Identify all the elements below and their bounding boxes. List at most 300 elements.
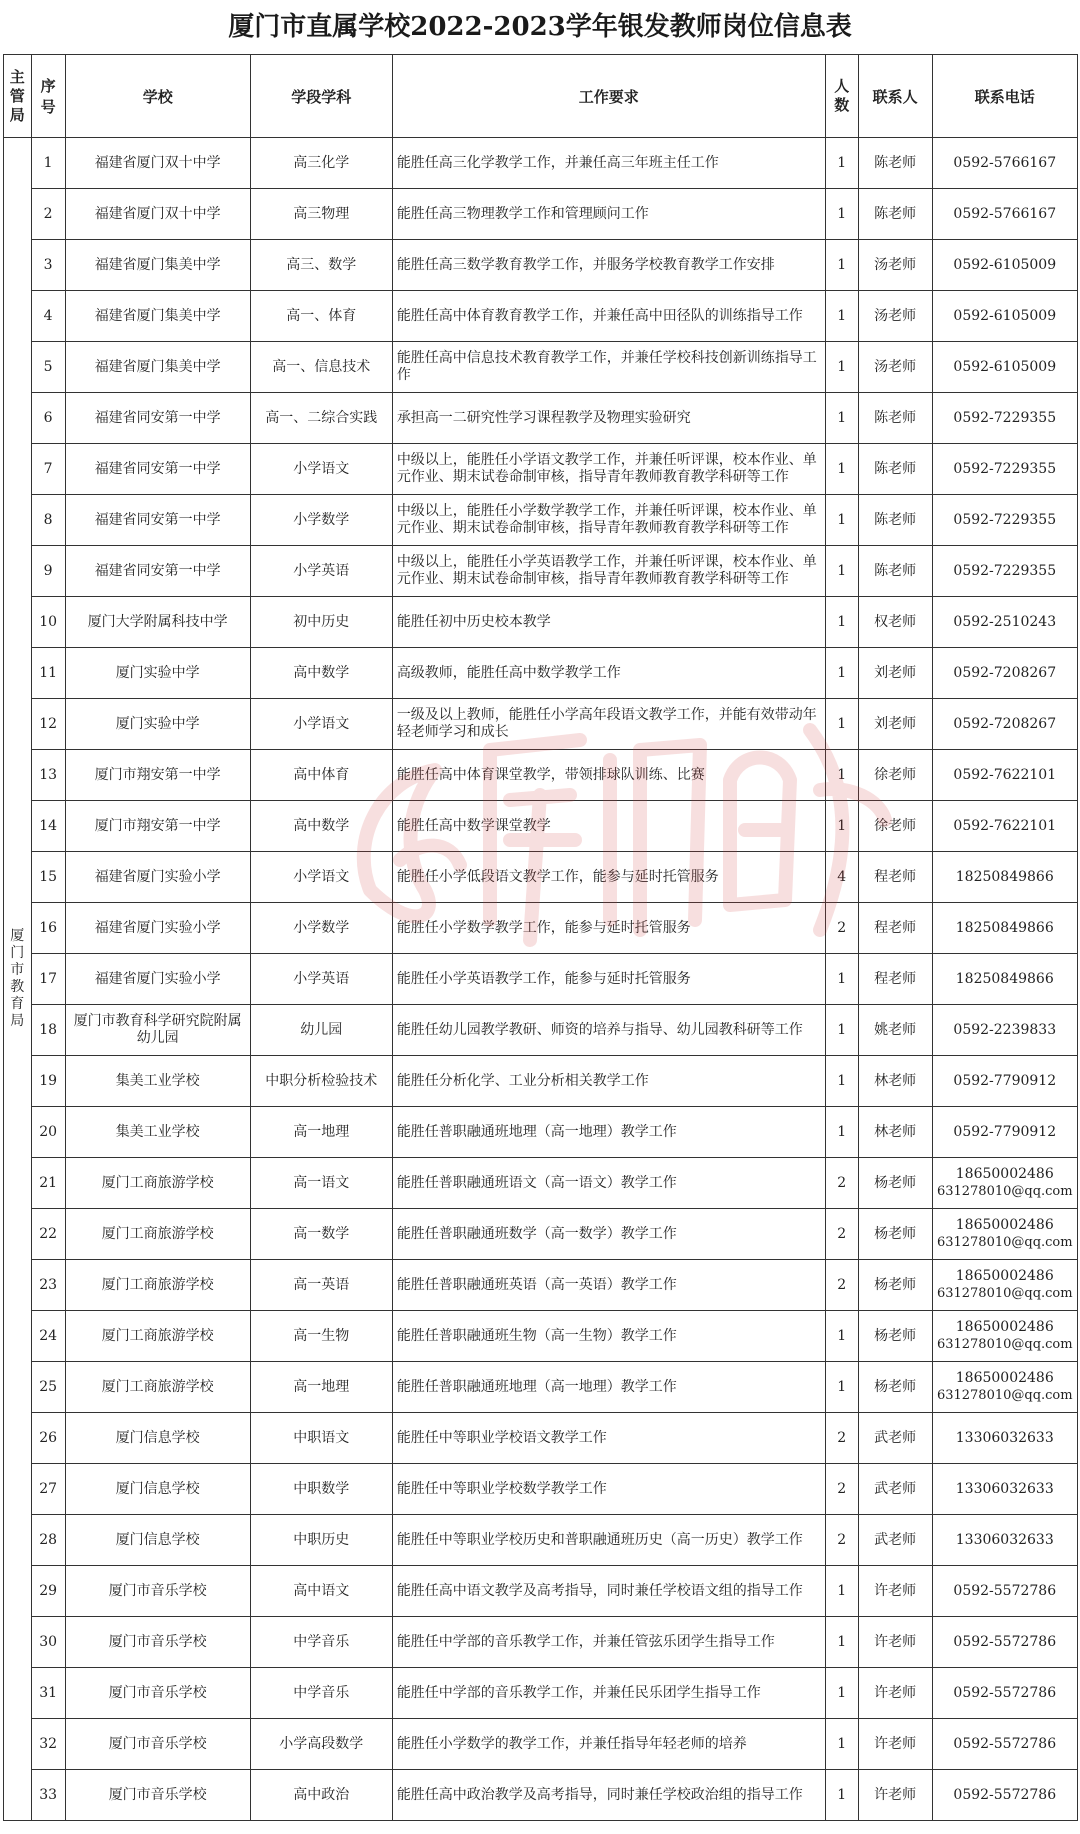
count-cell: 1 <box>825 801 858 852</box>
contact-cell: 陈老师 <box>858 495 932 546</box>
school-cell: 厦门信息学校 <box>65 1413 250 1464</box>
requirement-cell: 能胜任高三化学教学工作，并兼任高三年班主任工作 <box>392 138 825 189</box>
contact-email: 631278010@qq.com <box>936 1388 1073 1403</box>
subject-cell: 中职分析检验技术 <box>250 1056 392 1107</box>
requirement-cell: 能胜任普职融通班生物（高一生物）教学工作 <box>392 1311 825 1362</box>
phone-cell <box>932 1362 1077 1413</box>
school-cell: 厦门实验中学 <box>65 648 250 699</box>
table-row <box>4 1668 1078 1719</box>
phone-number: 13306032633 <box>955 1429 1054 1446</box>
phone-number: 0592-6105009 <box>953 307 1057 324</box>
table-row <box>4 189 1078 240</box>
contact-cell: 徐老师 <box>858 801 932 852</box>
subject-cell: 高一数学 <box>250 1209 392 1260</box>
count-cell: 1 <box>825 954 858 1005</box>
requirement-cell: 能胜任高中体育课堂教学，带领排球队训练、比赛 <box>392 750 825 801</box>
phone-number: 0592-5766167 <box>953 154 1057 171</box>
school-cell: 福建省厦门集美中学 <box>65 240 250 291</box>
count-cell: 2 <box>825 903 858 954</box>
page-title: 厦门市直属学校2022-2023学年银发教师岗位信息表 <box>228 12 852 42</box>
count-cell: 4 <box>825 852 858 903</box>
phone-number: 18650002486 <box>955 1268 1054 1284</box>
contact-cell: 许老师 <box>858 1668 932 1719</box>
school-cell: 福建省厦门实验小学 <box>65 954 250 1005</box>
table-row <box>4 852 1078 903</box>
phone-cell <box>932 699 1077 750</box>
index-cell: 33 <box>31 1770 65 1821</box>
subject-cell: 小学语文 <box>250 444 392 495</box>
contact-cell: 权老师 <box>858 597 932 648</box>
phone-cell <box>932 342 1077 393</box>
index-cell: 22 <box>31 1209 65 1260</box>
table-row <box>4 597 1078 648</box>
count-cell: 1 <box>825 1311 858 1362</box>
subject-cell: 高一地理 <box>250 1362 392 1413</box>
count-cell: 1 <box>825 1362 858 1413</box>
school-cell: 福建省厦门双十中学 <box>65 189 250 240</box>
subject-cell: 高中政治 <box>250 1770 392 1821</box>
index-cell: 20 <box>31 1107 65 1158</box>
requirement-cell: 中级以上，能胜任小学英语教学工作，并兼任听评课，校本作业、单元作业、期末试卷命制审核，指导青年教师教育教学科研等工作 <box>392 546 825 597</box>
table-row <box>4 342 1078 393</box>
phone-number: 0592-7208267 <box>953 664 1057 681</box>
count-cell: 2 <box>825 1158 858 1209</box>
subject-cell: 高一、信息技术 <box>250 342 392 393</box>
table-row <box>4 291 1078 342</box>
requirement-cell: 能胜任中等职业学校历史和普职融通班历史（高一历史）教学工作 <box>392 1515 825 1566</box>
index-cell: 28 <box>31 1515 65 1566</box>
table-row <box>4 1464 1078 1515</box>
table-row <box>4 1158 1078 1209</box>
contact-cell: 杨老师 <box>858 1311 932 1362</box>
contact-cell: 许老师 <box>858 1719 932 1770</box>
school-cell: 厦门实验中学 <box>65 699 250 750</box>
phone-cell <box>932 1668 1077 1719</box>
index-cell: 9 <box>31 546 65 597</box>
index-cell: 14 <box>31 801 65 852</box>
contact-email: 631278010@qq.com <box>936 1184 1073 1199</box>
count-cell: 1 <box>825 1770 858 1821</box>
subject-cell: 高一、体育 <box>250 291 392 342</box>
index-cell: 3 <box>31 240 65 291</box>
index-cell: 4 <box>31 291 65 342</box>
subject-cell: 中学音乐 <box>250 1668 392 1719</box>
count-cell: 2 <box>825 1515 858 1566</box>
phone-number: 13306032633 <box>955 1480 1054 1497</box>
table-row <box>4 801 1078 852</box>
requirement-cell: 能胜任中等职业学校数学教学工作 <box>392 1464 825 1515</box>
count-cell: 1 <box>825 291 858 342</box>
table-row <box>4 1005 1078 1056</box>
school-cell: 厦门大学附属科技中学 <box>65 597 250 648</box>
requirement-cell: 能胜任高中政治教学及高考指导，同时兼任学校政治组的指导工作 <box>392 1770 825 1821</box>
index-cell: 18 <box>31 1005 65 1056</box>
index-cell: 11 <box>31 648 65 699</box>
table-row <box>4 1362 1078 1413</box>
table-row <box>4 954 1078 1005</box>
subject-cell: 高中数学 <box>250 801 392 852</box>
phone-cell <box>932 240 1077 291</box>
subject-cell: 高三、数学 <box>250 240 392 291</box>
header-index: 序号 <box>31 55 65 138</box>
contact-cell: 汤老师 <box>858 342 932 393</box>
phone-number: 0592-5572786 <box>953 1684 1057 1701</box>
phone-cell <box>932 1719 1077 1770</box>
index-cell: 1 <box>31 138 65 189</box>
phone-cell <box>932 189 1077 240</box>
school-cell: 厦门工商旅游学校 <box>65 1158 250 1209</box>
phone-number: 0592-5572786 <box>953 1633 1057 1650</box>
count-cell: 1 <box>825 1107 858 1158</box>
school-cell: 厦门工商旅游学校 <box>65 1311 250 1362</box>
count-cell: 1 <box>825 189 858 240</box>
phone-number: 0592-5572786 <box>953 1786 1057 1803</box>
index-cell: 8 <box>31 495 65 546</box>
requirement-cell: 能胜任中学部的音乐教学工作，并兼任民乐团学生指导工作 <box>392 1668 825 1719</box>
phone-cell <box>932 546 1077 597</box>
count-cell: 1 <box>825 342 858 393</box>
subject-cell: 高一、二综合实践 <box>250 393 392 444</box>
index-cell: 30 <box>31 1617 65 1668</box>
school-cell: 厦门市音乐学校 <box>65 1770 250 1821</box>
count-cell: 1 <box>825 699 858 750</box>
subject-cell: 高中语文 <box>250 1566 392 1617</box>
phone-cell <box>932 1209 1077 1260</box>
phone-number: 18650002486 <box>955 1166 1054 1182</box>
requirement-cell: 能胜任幼儿园教学教研、师资的培养与指导、幼儿园教科研等工作 <box>392 1005 825 1056</box>
header-school: 学校 <box>65 55 250 138</box>
phone-cell <box>932 495 1077 546</box>
table-row <box>4 1413 1078 1464</box>
phone-cell <box>932 1413 1077 1464</box>
requirement-cell: 能胜任小学数学的教学工作，并兼任指导年轻老师的培养 <box>392 1719 825 1770</box>
index-cell: 13 <box>31 750 65 801</box>
phone-cell <box>932 291 1077 342</box>
requirement-cell: 能胜任中学部的音乐教学工作，并兼任管弦乐团学生指导工作 <box>392 1617 825 1668</box>
contact-email: 631278010@qq.com <box>936 1337 1073 1352</box>
requirement-cell: 高级教师，能胜任高中数学教学工作 <box>392 648 825 699</box>
count-cell: 1 <box>825 1566 858 1617</box>
table-row <box>4 444 1078 495</box>
subject-cell: 小学高段数学 <box>250 1719 392 1770</box>
requirement-cell: 能胜任高三数学教育教学工作，并服务学校教育教学工作安排 <box>392 240 825 291</box>
subject-cell: 中职历史 <box>250 1515 392 1566</box>
count-cell: 1 <box>825 1617 858 1668</box>
count-cell: 1 <box>825 750 858 801</box>
subject-cell: 高中体育 <box>250 750 392 801</box>
requirement-cell: 能胜任分析化学、工业分析相关教学工作 <box>392 1056 825 1107</box>
requirement-cell: 能胜任小学低段语文教学工作，能参与延时托管服务 <box>392 852 825 903</box>
phone-number: 0592-5572786 <box>953 1582 1057 1599</box>
contact-cell: 汤老师 <box>858 291 932 342</box>
header-authority: 主管局 <box>4 55 32 138</box>
phone-cell <box>932 1464 1077 1515</box>
count-cell: 2 <box>825 1209 858 1260</box>
count-cell: 1 <box>825 444 858 495</box>
table-row <box>4 1209 1078 1260</box>
requirement-cell: 能胜任高中语文教学及高考指导，同时兼任学校语文组的指导工作 <box>392 1566 825 1617</box>
school-cell: 福建省厦门双十中学 <box>65 138 250 189</box>
contact-cell: 汤老师 <box>858 240 932 291</box>
table-body <box>4 138 1078 1821</box>
contact-email: 631278010@qq.com <box>936 1235 1073 1250</box>
table-row <box>4 1770 1078 1821</box>
phone-cell <box>932 852 1077 903</box>
phone-number: 18250849866 <box>955 919 1054 936</box>
school-cell: 福建省同安第一中学 <box>65 444 250 495</box>
phone-cell <box>932 903 1077 954</box>
requirement-cell: 能胜任中等职业学校语文教学工作 <box>392 1413 825 1464</box>
index-cell: 10 <box>31 597 65 648</box>
subject-cell: 高中数学 <box>250 648 392 699</box>
table-row <box>4 138 1078 189</box>
requirement-cell: 能胜任高中信息技术教育教学工作，并兼任学校科技创新训练指导工作 <box>392 342 825 393</box>
school-cell: 厦门市音乐学校 <box>65 1617 250 1668</box>
phone-number: 0592-7229355 <box>953 562 1057 579</box>
table-row <box>4 240 1078 291</box>
index-cell: 25 <box>31 1362 65 1413</box>
phone-cell <box>932 1158 1077 1209</box>
index-cell: 24 <box>31 1311 65 1362</box>
header-phone: 联系电话 <box>932 55 1077 138</box>
phone-number: 0592-7790912 <box>953 1123 1057 1140</box>
subject-cell: 小学数学 <box>250 903 392 954</box>
contact-cell: 许老师 <box>858 1566 932 1617</box>
subject-cell: 高一生物 <box>250 1311 392 1362</box>
contact-email: 631278010@qq.com <box>936 1286 1073 1301</box>
subject-cell: 小学语文 <box>250 852 392 903</box>
contact-cell: 陈老师 <box>858 189 932 240</box>
phone-number: 18250849866 <box>955 868 1054 885</box>
contact-cell: 杨老师 <box>858 1260 932 1311</box>
requirement-cell: 能胜任普职融通班英语（高一英语）教学工作 <box>392 1260 825 1311</box>
job-info-table <box>3 54 1078 1821</box>
phone-cell <box>932 393 1077 444</box>
subject-cell: 幼儿园 <box>250 1005 392 1056</box>
contact-cell: 杨老师 <box>858 1209 932 1260</box>
contact-cell: 程老师 <box>858 852 932 903</box>
phone-cell <box>932 801 1077 852</box>
table-row <box>4 393 1078 444</box>
phone-cell <box>932 648 1077 699</box>
phone-cell <box>932 1005 1077 1056</box>
table-row <box>4 1260 1078 1311</box>
contact-cell: 程老师 <box>858 903 932 954</box>
school-cell: 厦门市音乐学校 <box>65 1668 250 1719</box>
requirement-cell: 中级以上，能胜任小学语文教学工作，并兼任听评课，校本作业、单元作业、期末试卷命制审核，指导青年教师教育教学科研等工作 <box>392 444 825 495</box>
index-cell: 27 <box>31 1464 65 1515</box>
table-header-row <box>4 55 1078 138</box>
phone-cell <box>932 597 1077 648</box>
authority-cell: 厦门市教育局 <box>4 138 32 1821</box>
count-cell: 2 <box>825 1464 858 1515</box>
phone-number: 0592-7622101 <box>953 817 1057 834</box>
requirement-cell: 一级及以上教师，能胜任小学高年段语文教学工作，并能有效带动年轻老师学习和成长 <box>392 699 825 750</box>
count-cell: 1 <box>825 648 858 699</box>
school-cell: 福建省厦门集美中学 <box>65 291 250 342</box>
table-row <box>4 1056 1078 1107</box>
contact-cell: 林老师 <box>858 1056 932 1107</box>
school-cell: 厦门市教育科学研究院附属幼儿园 <box>65 1005 250 1056</box>
index-cell: 12 <box>31 699 65 750</box>
requirement-cell: 中级以上，能胜任小学数学教学工作，并兼任听评课，校本作业、单元作业、期末试卷命制审核，指导青年教师教育教学科研等工作 <box>392 495 825 546</box>
count-cell: 1 <box>825 393 858 444</box>
requirement-cell: 能胜任普职融通班语文（高一语文）教学工作 <box>392 1158 825 1209</box>
contact-cell: 陈老师 <box>858 393 932 444</box>
school-cell: 福建省厦门实验小学 <box>65 852 250 903</box>
requirement-cell: 能胜任初中历史校本教学 <box>392 597 825 648</box>
index-cell: 21 <box>31 1158 65 1209</box>
phone-cell <box>932 1311 1077 1362</box>
table-row <box>4 1719 1078 1770</box>
contact-cell: 武老师 <box>858 1515 932 1566</box>
school-cell: 福建省同安第一中学 <box>65 495 250 546</box>
subject-cell: 中职数学 <box>250 1464 392 1515</box>
contact-cell: 杨老师 <box>858 1158 932 1209</box>
count-cell: 1 <box>825 597 858 648</box>
count-cell: 1 <box>825 546 858 597</box>
index-cell: 15 <box>31 852 65 903</box>
phone-cell <box>932 954 1077 1005</box>
subject-cell: 高一语文 <box>250 1158 392 1209</box>
index-cell: 7 <box>31 444 65 495</box>
phone-cell <box>932 444 1077 495</box>
header-requirement: 工作要求 <box>392 55 825 138</box>
phone-cell <box>932 1566 1077 1617</box>
table-row <box>4 546 1078 597</box>
table-row <box>4 1566 1078 1617</box>
school-cell: 厦门信息学校 <box>65 1515 250 1566</box>
index-cell: 23 <box>31 1260 65 1311</box>
phone-number: 0592-6105009 <box>953 358 1057 375</box>
subject-cell: 中学音乐 <box>250 1617 392 1668</box>
index-cell: 29 <box>31 1566 65 1617</box>
school-cell: 厦门工商旅游学校 <box>65 1260 250 1311</box>
index-cell: 5 <box>31 342 65 393</box>
school-cell: 厦门市翔安第一中学 <box>65 750 250 801</box>
school-cell: 厦门工商旅游学校 <box>65 1209 250 1260</box>
contact-cell: 徐老师 <box>858 750 932 801</box>
index-cell: 16 <box>31 903 65 954</box>
requirement-cell: 能胜任普职融通班地理（高一地理）教学工作 <box>392 1362 825 1413</box>
index-cell: 26 <box>31 1413 65 1464</box>
school-cell: 厦门工商旅游学校 <box>65 1362 250 1413</box>
contact-cell: 杨老师 <box>858 1362 932 1413</box>
contact-cell: 程老师 <box>858 954 932 1005</box>
requirement-cell: 能胜任小学数学教学工作，能参与延时托管服务 <box>392 903 825 954</box>
table-row <box>4 495 1078 546</box>
subject-cell: 初中历史 <box>250 597 392 648</box>
count-cell: 2 <box>825 1413 858 1464</box>
phone-number: 0592-5766167 <box>953 205 1057 222</box>
header-count: 人数 <box>825 55 858 138</box>
table-row <box>4 903 1078 954</box>
subject-cell: 高一地理 <box>250 1107 392 1158</box>
subject-cell: 高一英语 <box>250 1260 392 1311</box>
count-cell: 1 <box>825 495 858 546</box>
phone-cell <box>932 138 1077 189</box>
index-cell: 6 <box>31 393 65 444</box>
contact-cell: 武老师 <box>858 1413 932 1464</box>
phone-number: 0592-7790912 <box>953 1072 1057 1089</box>
school-cell: 集美工业学校 <box>65 1107 250 1158</box>
phone-number: 18650002486 <box>955 1217 1054 1233</box>
contact-cell: 陈老师 <box>858 546 932 597</box>
count-cell: 1 <box>825 1668 858 1719</box>
subject-cell: 小学语文 <box>250 699 392 750</box>
table-row <box>4 750 1078 801</box>
phone-number: 0592-7622101 <box>953 766 1057 783</box>
requirement-cell: 承担高一二研究性学习课程教学及物理实验研究 <box>392 393 825 444</box>
phone-cell <box>932 1770 1077 1821</box>
school-cell: 厦门市音乐学校 <box>65 1719 250 1770</box>
contact-cell: 刘老师 <box>858 699 932 750</box>
phone-number: 18650002486 <box>955 1370 1054 1386</box>
contact-cell: 刘老师 <box>858 648 932 699</box>
table-row <box>4 1617 1078 1668</box>
phone-number: 18250849866 <box>955 970 1054 987</box>
requirement-cell: 能胜任普职融通班数学（高一数学）教学工作 <box>392 1209 825 1260</box>
school-cell: 福建省同安第一中学 <box>65 393 250 444</box>
count-cell: 1 <box>825 1056 858 1107</box>
school-cell: 厦门市翔安第一中学 <box>65 801 250 852</box>
count-cell: 1 <box>825 240 858 291</box>
phone-cell <box>932 1515 1077 1566</box>
school-cell: 厦门市音乐学校 <box>65 1566 250 1617</box>
count-cell: 1 <box>825 1005 858 1056</box>
phone-number: 0592-7229355 <box>953 460 1057 477</box>
subject-cell: 高三化学 <box>250 138 392 189</box>
table-row <box>4 648 1078 699</box>
index-cell: 31 <box>31 1668 65 1719</box>
requirement-cell: 能胜任普职融通班地理（高一地理）教学工作 <box>392 1107 825 1158</box>
school-cell: 福建省厦门实验小学 <box>65 903 250 954</box>
school-cell: 福建省同安第一中学 <box>65 546 250 597</box>
index-cell: 32 <box>31 1719 65 1770</box>
phone-number: 0592-7229355 <box>953 511 1057 528</box>
requirement-cell: 能胜任高中数学课堂教学 <box>392 801 825 852</box>
contact-cell: 陈老师 <box>858 138 932 189</box>
header-contact: 联系人 <box>858 55 932 138</box>
index-cell: 19 <box>31 1056 65 1107</box>
contact-cell: 姚老师 <box>858 1005 932 1056</box>
count-cell: 1 <box>825 138 858 189</box>
contact-cell: 许老师 <box>858 1617 932 1668</box>
contact-cell: 武老师 <box>858 1464 932 1515</box>
phone-cell <box>932 750 1077 801</box>
phone-number: 18650002486 <box>955 1319 1054 1335</box>
requirement-cell: 能胜任高三物理教学工作和管理顾问工作 <box>392 189 825 240</box>
table-row <box>4 1515 1078 1566</box>
contact-cell: 许老师 <box>858 1770 932 1821</box>
phone-cell <box>932 1056 1077 1107</box>
phone-number: 0592-6105009 <box>953 256 1057 273</box>
school-cell: 福建省厦门集美中学 <box>65 342 250 393</box>
contact-cell: 林老师 <box>858 1107 932 1158</box>
subject-cell: 小学数学 <box>250 495 392 546</box>
count-cell: 1 <box>825 1719 858 1770</box>
phone-cell <box>932 1260 1077 1311</box>
subject-cell: 高三物理 <box>250 189 392 240</box>
phone-number: 13306032633 <box>955 1531 1054 1548</box>
index-cell: 2 <box>31 189 65 240</box>
school-cell: 厦门信息学校 <box>65 1464 250 1515</box>
phone-cell <box>932 1617 1077 1668</box>
subject-cell: 小学英语 <box>250 546 392 597</box>
phone-number: 0592-7229355 <box>953 409 1057 426</box>
table-row <box>4 1311 1078 1362</box>
subject-cell: 中职语文 <box>250 1413 392 1464</box>
